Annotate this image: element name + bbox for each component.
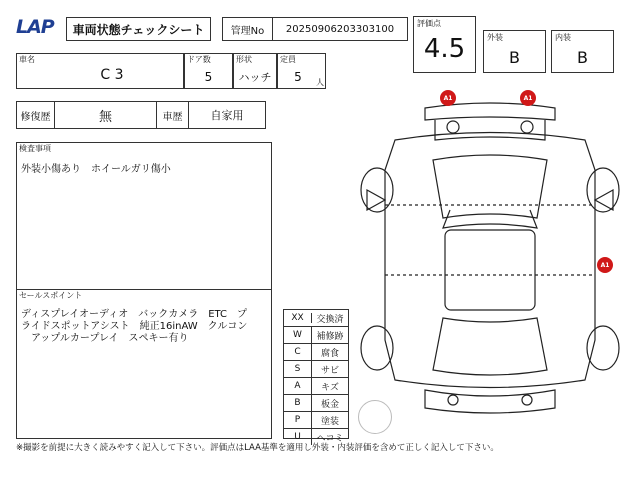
capacity-unit: 人 bbox=[316, 78, 324, 87]
logo-text: LAP bbox=[16, 16, 54, 38]
legend-code: S bbox=[284, 361, 312, 377]
interior-score-box bbox=[551, 30, 614, 73]
legend-row bbox=[284, 411, 348, 428]
legend-meaning: 交換済 bbox=[316, 314, 344, 325]
vehicle-name-label: 車名 bbox=[19, 55, 35, 64]
legend-meaning: 塗装 bbox=[320, 416, 339, 427]
history-box bbox=[16, 101, 266, 129]
legend-row bbox=[284, 394, 348, 411]
damage-marker-front-left: A1 bbox=[440, 90, 456, 106]
legend-code: A bbox=[284, 378, 312, 394]
legend-meaning: 補修跡 bbox=[316, 331, 344, 342]
usage-history-label: 車歴 bbox=[157, 102, 189, 128]
legend-row bbox=[284, 343, 348, 360]
door-count-value: 5 bbox=[204, 70, 213, 84]
signature-stamp-circle bbox=[358, 400, 392, 434]
sales-points-label: セールスポイント bbox=[19, 291, 83, 300]
sales-points-line-2: ライドスポットアシスト 純正16inAW クルコン bbox=[21, 321, 248, 332]
legend-code: XX bbox=[284, 313, 312, 323]
footer-note: ※撮影を前提に大きく読みやすく記入して下さい。評価点はLAA基準を適用し外装・内装評価を含めて正しく記入して下さい。 bbox=[16, 443, 499, 453]
legend-row bbox=[284, 360, 348, 377]
sales-points-line-3: アップルカープレイ スペキー有り bbox=[21, 333, 189, 344]
body-shape-value: ハッチ bbox=[238, 71, 272, 84]
exterior-score-value: B bbox=[509, 47, 520, 67]
door-count-label: ドア数 bbox=[187, 55, 211, 64]
sales-points-box bbox=[16, 289, 272, 439]
legend-meaning: 腐食 bbox=[320, 348, 339, 359]
interior-score-value: B bbox=[577, 47, 588, 67]
legend-row bbox=[284, 326, 348, 343]
door-count-box bbox=[184, 53, 233, 89]
legend-code: B bbox=[284, 395, 312, 411]
legend-row bbox=[284, 310, 348, 326]
overall-score-label: 評価点 bbox=[417, 19, 441, 28]
legend-meaning: キズ bbox=[321, 382, 339, 393]
damage-marker-right-side: A1 bbox=[597, 257, 613, 273]
capacity-value: 5 bbox=[294, 70, 302, 84]
legend-code: U bbox=[284, 429, 312, 445]
lap-logo bbox=[16, 16, 66, 42]
damage-marker-front-right: A1 bbox=[520, 90, 536, 106]
capacity-box bbox=[277, 53, 326, 89]
legend-code: P bbox=[284, 412, 312, 428]
sales-points-line-1: ディスプレイオーディオ バックカメラ ETC プ bbox=[21, 309, 248, 320]
inspection-label: 検査事項 bbox=[19, 144, 51, 153]
interior-score-label: 内装 bbox=[555, 33, 571, 42]
capacity-label: 定員 bbox=[280, 55, 296, 64]
body-shape-label: 形状 bbox=[236, 55, 252, 64]
repair-history-value: 無 bbox=[55, 102, 157, 128]
usage-history-value: 自家用 bbox=[210, 109, 244, 122]
management-number-box bbox=[222, 17, 408, 41]
inspection-box bbox=[16, 142, 272, 290]
management-number-label: 管理No bbox=[223, 18, 273, 40]
inspection-text: 外装小傷あり ホイールガリ傷小 bbox=[21, 164, 171, 175]
sheet-title: 車両状態チェックシート bbox=[72, 22, 205, 37]
damage-legend bbox=[283, 309, 349, 444]
legend-code: C bbox=[284, 344, 312, 360]
repair-history-label: 修復歴 bbox=[17, 102, 55, 128]
car-damage-diagram bbox=[355, 90, 625, 430]
exterior-score-box bbox=[483, 30, 546, 73]
vehicle-name-value: C 3 bbox=[100, 67, 124, 83]
vehicle-name-box bbox=[16, 53, 184, 89]
overall-score-box bbox=[413, 16, 476, 73]
body-shape-box bbox=[233, 53, 277, 89]
overall-score-value: 4.5 bbox=[423, 34, 466, 64]
management-number-value: 20250906203303100 bbox=[285, 23, 395, 35]
legend-meaning: ヘコミ bbox=[316, 433, 344, 444]
exterior-score-label: 外装 bbox=[487, 33, 503, 42]
sheet-title-box bbox=[66, 17, 211, 41]
legend-row bbox=[284, 377, 348, 394]
legend-code: W bbox=[284, 327, 312, 343]
legend-meaning: 板金 bbox=[320, 399, 339, 410]
legend-meaning: サビ bbox=[320, 365, 339, 376]
